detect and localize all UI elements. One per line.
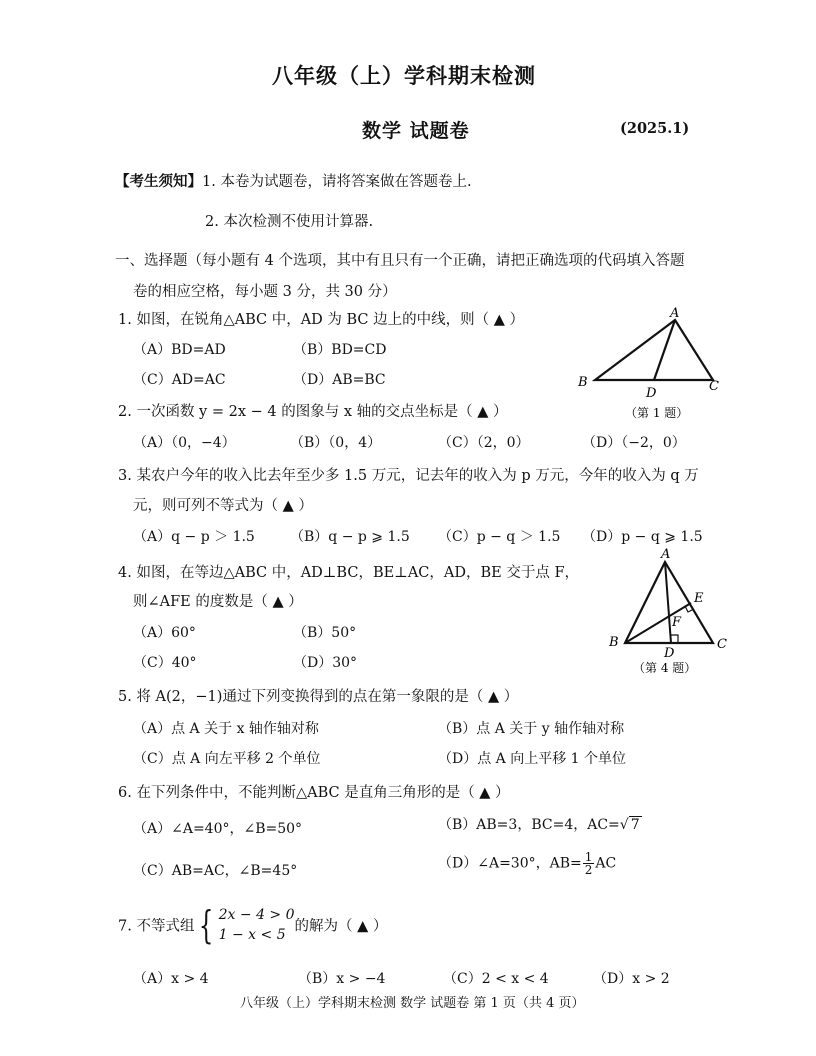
exam-title: 八年级（上）学科期末检测 bbox=[272, 64, 536, 88]
q1-label-d: D bbox=[646, 386, 657, 401]
q4-option-a: （A）60° bbox=[133, 625, 196, 641]
q7-brace: { bbox=[199, 903, 214, 947]
q4-label-d: D bbox=[664, 646, 675, 661]
q4-altitude-ad bbox=[665, 562, 671, 643]
q7-option-b: （B）x > −4 bbox=[298, 971, 386, 987]
q7-option-a: （A）x > 4 bbox=[133, 971, 209, 987]
q7-stem-suffix: 的解为（ ▲ ） bbox=[294, 918, 388, 935]
section-heading-line-2: 卷的相应空格，每小题 3 分，共 30 分） bbox=[133, 284, 397, 300]
q3-stem-line-2: 元，则可列不等式为（ ▲ ） bbox=[133, 498, 313, 514]
q4-label-c: C bbox=[717, 637, 727, 652]
q7-option-c: （C）2 < x < 4 bbox=[443, 971, 549, 987]
q4-stem-line-2: 则∠AFE 的度数是（ ▲ ） bbox=[133, 594, 303, 610]
q6-option-a: （A）∠A=40°，∠B=50° bbox=[133, 821, 303, 837]
q6-option-c: （C）AB=AC，∠B=45° bbox=[133, 863, 298, 879]
q6-option-b-radicand: 7 bbox=[630, 817, 640, 833]
q7-inequality-1: 2x − 4 > 0 bbox=[218, 907, 295, 923]
q4-figure-caption: （第 4 题） bbox=[633, 661, 697, 675]
q6-stem: 6. 在下列条件中，不能判断△ABC 是直角三角形的是（ ▲ ） bbox=[118, 785, 510, 801]
q7-stem-prefix: 7. 不等式组 bbox=[118, 918, 195, 935]
q6-option-d-text: （D）∠A=30°，AB= bbox=[438, 855, 582, 872]
q4-right-angle-d bbox=[671, 635, 678, 643]
q4-option-c: （C）40° bbox=[133, 655, 197, 671]
q3-option-a: （A）q − p ＞ 1.5 bbox=[133, 529, 255, 545]
q4-stem-line-1: 4. 如图，在等边△ABC 中，AD⊥BC，BE⊥AC，AD，BE 交于点 F， bbox=[118, 565, 580, 581]
q6-option-b bbox=[438, 814, 642, 834]
q4-option-d: （D）30° bbox=[293, 655, 358, 671]
page-footer: 八年级（上）学科期末检测 数学 试题卷 第 1 页（共 4 页） bbox=[240, 996, 585, 1011]
q1-option-d: （D）AB=BC bbox=[293, 372, 386, 388]
q4-label-a: A bbox=[661, 547, 671, 562]
q1-figure-caption: （第 1 题） bbox=[625, 406, 689, 420]
q2-stem: 2. 一次函数 y = 2x − 4 的图象与 x 轴的交点坐标是（ ▲ ） bbox=[118, 404, 508, 420]
q2-option-d: （D）（−2，0） bbox=[582, 435, 686, 451]
q7-inequality-system bbox=[219, 905, 295, 945]
q3-option-d: （D）p − q ⩾ 1.5 bbox=[582, 529, 703, 545]
notice-label: 【考生须知】 bbox=[115, 173, 202, 190]
q6-fraction-denominator: 2 bbox=[584, 863, 593, 877]
notice-item-2: 2. 本次检测不使用计算器. bbox=[205, 214, 374, 230]
q7-inequality-2: 1 − x < 5 bbox=[218, 927, 286, 943]
q2-option-c: （C）（2，0） bbox=[438, 435, 530, 451]
q4-option-b: （B）50° bbox=[293, 625, 357, 641]
q3-option-c: （C）p − q ＞ 1.5 bbox=[438, 529, 561, 545]
q7-option-d: （D）x > 2 bbox=[593, 971, 670, 987]
q1-option-c: （C）AD=AC bbox=[133, 372, 226, 388]
q6-option-d-suffix: AC bbox=[595, 855, 617, 872]
q5-option-c: （C）点 A 向左平移 2 个单位 bbox=[133, 751, 321, 767]
q4-label-e: E bbox=[694, 591, 704, 606]
q1-triangle-abc bbox=[595, 320, 713, 380]
q3-stem-line-1: 3. 某农户今年的收入比去年至少多 1.5 万元，记去年的收入为 p 万元，今年的收入为 q 万 bbox=[118, 468, 699, 484]
q3-option-b: （B）q − p ⩾ 1.5 bbox=[290, 529, 410, 545]
q6-fraction-numerator: 1 bbox=[584, 850, 593, 864]
q4-label-f: F bbox=[672, 615, 682, 630]
q4-label-b: B bbox=[609, 635, 619, 650]
q2-option-a: （A）（0，−4） bbox=[133, 435, 236, 451]
q6-option-d-fraction bbox=[583, 851, 595, 876]
q1-label-a: A bbox=[670, 306, 680, 321]
notice-item-1: 1. 本卷为试题卷，请将答案做在答题卷上. bbox=[202, 174, 472, 190]
notice-line-1 bbox=[115, 170, 472, 191]
q5-option-a: （A）点 A 关于 x 轴作轴对称 bbox=[133, 721, 319, 737]
q1-triangle-figure bbox=[575, 300, 725, 425]
q7-stem bbox=[118, 905, 387, 945]
q1-stem: 1. 如图，在锐角△ABC 中，AD 为 BC 边上的中线，则（ ▲ ） bbox=[118, 312, 525, 328]
q5-option-b: （B）点 A 关于 y 轴作轴对称 bbox=[438, 721, 625, 737]
q2-option-b: （B）（0，4） bbox=[290, 435, 382, 451]
q6-option-b-sqrt: √ 7 bbox=[619, 817, 640, 833]
exam-subtitle: 数学 试题卷 bbox=[362, 120, 470, 142]
section-heading-line-1: 一、选择题（每小题有 4 个选项，其中有且只有一个正确，请把正确选项的代码填入答题 bbox=[115, 253, 685, 269]
q1-label-b: B bbox=[578, 375, 588, 390]
q5-option-d: （D）点 A 向上平移 1 个单位 bbox=[438, 751, 627, 767]
q6-option-d bbox=[438, 851, 616, 876]
q5-stem: 5. 将 A(2，−1)通过下列变换得到的点在第一象限的是（ ▲ ） bbox=[118, 689, 519, 705]
exam-date: (2025.1) bbox=[620, 120, 690, 137]
q6-option-b-text: （B）AB=3，BC=4，AC= bbox=[438, 817, 620, 833]
q1-label-c: C bbox=[709, 379, 719, 394]
q4-triangle-figure bbox=[595, 540, 745, 680]
q1-option-b: （B）BD=CD bbox=[293, 342, 387, 358]
q1-option-a: （A）BD=AD bbox=[133, 342, 226, 358]
